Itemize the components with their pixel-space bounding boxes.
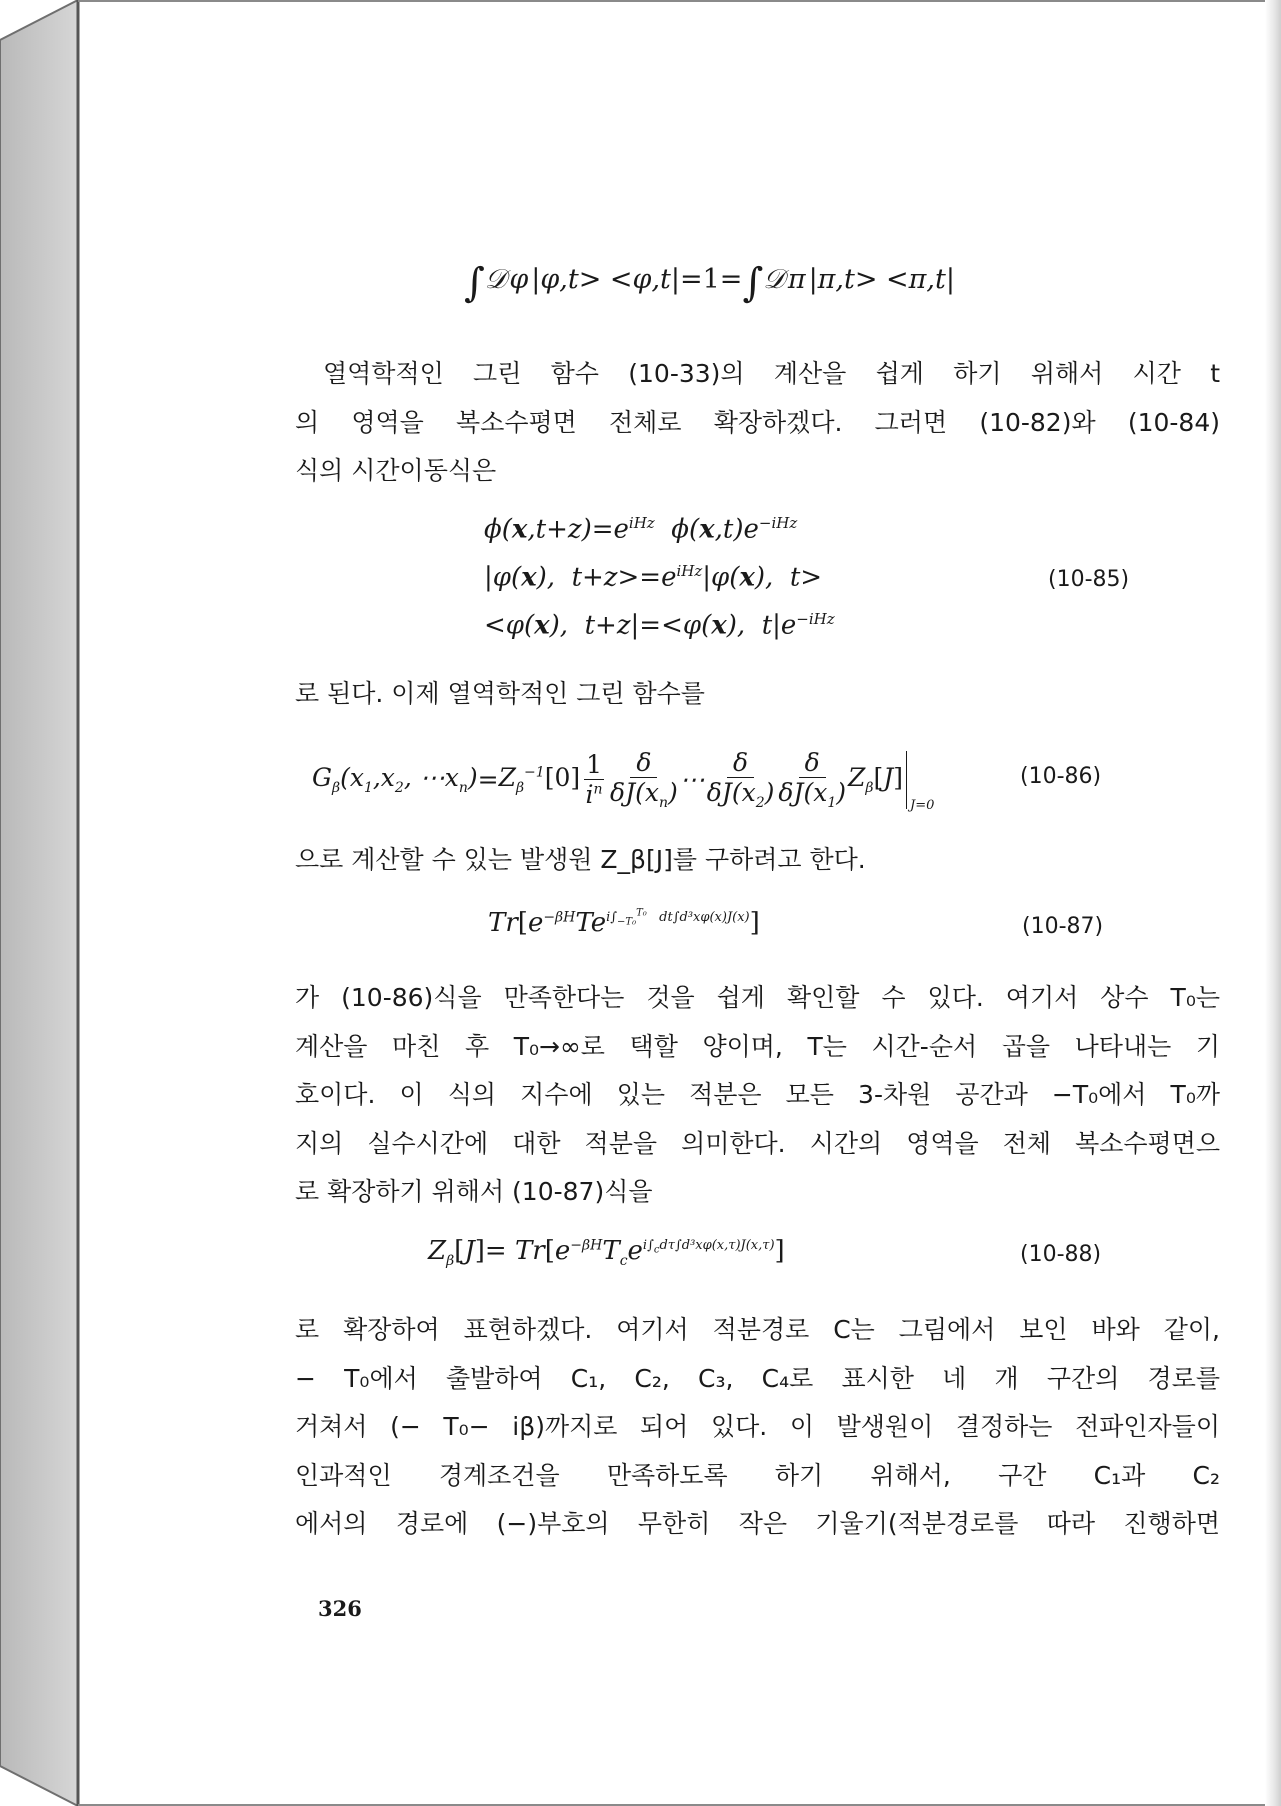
page-right-edge bbox=[1265, 0, 1281, 1806]
paragraph-1 bbox=[295, 350, 1220, 496]
book-spine-graphic bbox=[0, 0, 82, 1806]
text-line: 의 영역을 복소수평면 전체로 확장하겠다. 그러면 (10-82)와 (10-84) bbox=[295, 407, 1220, 437]
text-line: 지의 실수시간에 대한 적분을 의미한다. 시간의 영역을 전체 복소수평면으 bbox=[295, 1128, 1220, 1158]
text-line: − T₀에서 출발하여 C₁, C₂, C₃, C₄로 표시한 네 개 구간의 경로를 bbox=[295, 1363, 1220, 1393]
equation-10-86: $G_\beta(x_1,x_2$, $\cdots x_n$) = $Z_\beta^{-1}[0]$ 1 $i^n$ δ $\delta J(x_n)$ ⋯ δ $\delta J(x_2)$ δ $\delta J(x_1)$ $Z_\beta[J]$ J=0 bbox=[312, 748, 935, 813]
text-line: 가 (10-86)식을 만족한다는 것을 쉽게 확인할 수 있다. 여기서 상수 T₀는 bbox=[295, 983, 1220, 1012]
text-line: 으로 계산할 수 있는 발생원 Z_β[J]를 구하려고 한다. bbox=[295, 845, 866, 874]
paragraph-3 bbox=[295, 836, 1220, 885]
equation-10-87: $Tr[e^{-\beta H}Te^{i\int_{-T_0}^{T_0} dt\int d^3x\varphi(x)J(x)}]$ bbox=[488, 908, 760, 938]
text-line: 로 확장하기 위해서 (10-87)식을 bbox=[295, 1177, 653, 1207]
paragraph-2 bbox=[295, 670, 1220, 719]
text-line: 호이다. 이 식의 지수에 있는 적분은 모든 3-차원 공간과 −T₀에서 T₀까 bbox=[295, 1080, 1220, 1110]
equation-10-88: $Z_\beta[J]= Tr[e^{-\beta H}T_ce^{i\int_cd\tau\int d^3x\varphi(x,\tau)J(x,\tau)}]$ bbox=[428, 1236, 785, 1270]
paragraph-5 bbox=[295, 1306, 1220, 1549]
equation-10-85-line-1: $\phi(x,t+z)=e^{iHz}$ $\phi(x,t)e^{-iHz}$ bbox=[484, 514, 798, 545]
text-line: 로 확장하여 표현하겠다. 여기서 적분경로 C는 그림에서 보인 바와 같이, bbox=[295, 1315, 1220, 1344]
text-line: 로 된다. 이제 열역학적인 그린 함수를 bbox=[295, 679, 705, 708]
text-line: 계산을 마친 후 T₀→∞로 택할 양이며, T는 시간-순서 곱을 나타내는 기 bbox=[295, 1031, 1220, 1061]
equation-number: (10-85) bbox=[1048, 567, 1130, 592]
equation-number: (10-88) bbox=[1020, 1242, 1102, 1267]
text-line: 인과적인 경계조건을 만족하도록 하기 위해서, 구간 C₁과 C₂ bbox=[295, 1460, 1220, 1490]
book-page bbox=[82, 2, 1265, 1804]
equation-completeness: ∫𝒟 φ |φ,t> <φ,t|=1=∫𝒟 π |π,t> <π,t| bbox=[464, 260, 955, 306]
equation-10-85-line-2: |φ(x), $t+z>=e^{iHz}|\varphi(x)$, t> bbox=[484, 562, 823, 593]
paragraph-4 bbox=[295, 974, 1220, 1217]
page-number: 326 bbox=[318, 1596, 362, 1621]
book-spine bbox=[0, 0, 82, 1806]
equation-number: (10-87) bbox=[1022, 914, 1104, 939]
text-line: 열역학적인 그린 함수 (10-33)의 계산을 쉽게 하기 위해서 시간 t bbox=[323, 359, 1220, 388]
text-line: 식의 시간이동식은 bbox=[295, 456, 497, 486]
equation-10-85-line-3: <φ(x), t+z|=<φ(x), $t|e^{-iHz}$ bbox=[484, 610, 835, 641]
text-line: 거쳐서 (− T₀− iβ)까지로 되어 있다. 이 발생원이 결정하는 전파인자들이 bbox=[295, 1412, 1220, 1442]
text-line: 에서의 경로에 (−)부호의 무한히 작은 기울기(적분경로를 따라 진행하면 bbox=[295, 1509, 1220, 1539]
equation-number: (10-86) bbox=[1020, 764, 1102, 789]
